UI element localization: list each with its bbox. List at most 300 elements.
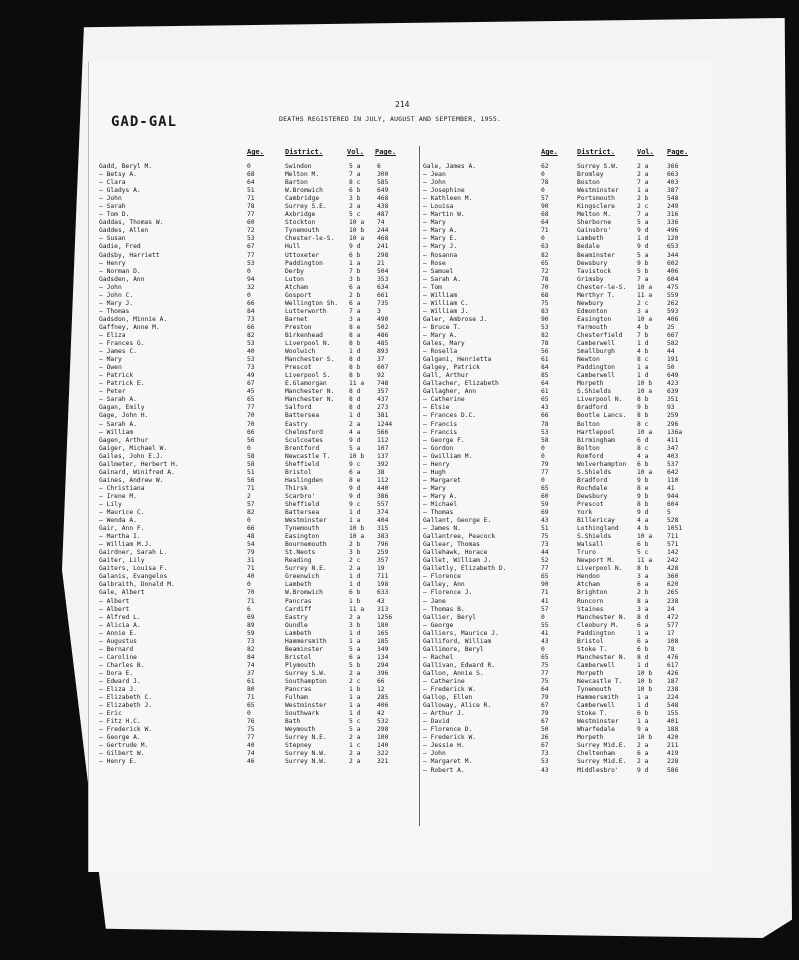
entry-volume: 1 d [349,573,361,581]
entry-page: 344 [667,251,679,259]
register-entry [423,501,707,509]
entry-name: — Thomas [423,509,454,517]
register-entry [423,348,707,356]
entry-district: Surrey N.E. [285,734,327,742]
entry-name: Gadsby, Harriett [99,251,160,259]
left-vol-header: Vol. [347,148,364,156]
register-entry [423,565,707,573]
entry-volume: 8 c [349,179,361,187]
entry-district: Gosport [285,291,312,299]
page-number: 214 [395,100,410,109]
register-entry [99,388,417,396]
entry-page: 604 [667,275,679,283]
entry-volume: 8 a [637,597,649,605]
entry-page: 300 [377,171,389,179]
entry-name: Gallehawk, Horace [423,549,488,557]
register-entry [423,324,707,332]
entry-name: — David [423,718,450,726]
entry-page: 559 [667,291,679,299]
entry-volume: 2 a [637,742,649,750]
entry-name: — Catherine [423,396,465,404]
entry-age: 77 [247,211,255,219]
register-entry [99,203,417,211]
entry-volume: 4 b [637,525,649,533]
entry-district: Liverpool N. [577,396,623,404]
entry-age: 73 [541,750,549,758]
entry-name: — Margaret M. [423,758,473,766]
entry-district: Camberwell [577,372,615,380]
entry-name: — Thomas [99,307,130,315]
entry-name: — William [99,428,134,436]
entry-district: Bedale [577,243,600,251]
entry-name: — Bruce T. [423,323,461,331]
entry-name: — Jane [423,597,446,605]
entry-name: — John C. [99,291,134,299]
entry-volume: 8 d [349,388,361,396]
entry-name: Gage, John H. [99,412,149,420]
entry-district: Lutterworth [285,307,327,315]
entry-age: 78 [247,203,255,211]
register-entry [423,694,707,702]
entry-age: 77 [247,734,255,742]
entry-name: — Martin W. [423,211,465,219]
entry-page: 428 [667,565,679,573]
right-page-header: Page. [667,148,689,156]
entry-district: Cambridge [285,195,320,203]
entry-page: 496 [667,227,679,235]
register-entry [99,678,417,686]
register-entry [423,710,707,718]
entry-volume: 6 d [637,436,649,444]
entry-volume: 6 b [637,710,649,718]
entry-volume: 10 b [637,678,653,685]
entry-district: St.Neots [285,549,316,557]
entry-volume: 10 b [637,686,653,694]
entry-district: Morpeth [577,669,604,677]
entry-page: 639 [667,388,679,396]
entry-name: Gale, Albert [99,589,145,597]
entry-page: 142 [667,549,679,557]
entry-page: 110 [667,476,679,484]
entry-age: 67 [247,380,255,388]
entry-age: 90 [541,581,549,589]
entry-age: 0 [541,476,545,484]
entry-age: 0 [541,171,545,179]
entry-name: — Elizabeth C. [99,694,153,702]
register-entry [99,276,417,284]
entry-volume: 2 c [637,203,649,211]
entry-volume: 1 d [349,412,361,420]
entry-page: 406 [377,702,389,710]
entry-page: 12 [377,686,385,694]
entry-district: Staines [577,605,604,613]
entry-page: 265 [667,589,679,597]
entry-volume: 11 a [637,291,653,299]
register-entry [99,324,417,332]
entry-district: S.Shields [577,533,612,541]
entry-district: Dewsbury [577,492,608,500]
entry-page: 403 [667,452,679,460]
register-entry [423,356,707,364]
entry-district: Runcorn [577,597,604,605]
register-entry [99,469,417,477]
entry-age: 65 [247,702,255,710]
entry-district: Liverpool N. [577,565,623,573]
register-entry [423,598,707,606]
entry-district: Merthyr T. [577,291,615,299]
entry-age: 74 [247,750,255,758]
entry-name: — Charles B. [99,661,145,669]
entry-age: 73 [247,637,255,645]
entry-name: — Francis [423,428,458,436]
entry-page: 5 [667,509,671,517]
entry-district: Derby [285,267,304,275]
entry-age: 79 [247,549,255,557]
entry-page: 259 [667,412,679,420]
entry-district: Stoke T. [577,645,608,653]
entry-age: 82 [247,331,255,339]
entry-district: Liverpool S. [285,372,331,380]
entry-name: Galgey, Patrick [423,364,480,372]
entry-volume: 9 b [637,259,649,267]
entry-name: Gailes, John E.J. [99,452,164,460]
entry-district: Westminster [577,187,619,195]
entry-age: 62 [541,163,549,170]
entry-district: Paddington [285,259,323,267]
entry-page: 617 [667,661,679,669]
register-entry [99,332,417,340]
entry-name: — Albert [99,605,130,613]
register-entry [423,268,707,276]
entry-district: Bolton [577,420,600,428]
entry-page: 468 [377,195,389,203]
register-entry [99,260,417,268]
entry-district: Manchester N. [285,388,335,396]
entry-district: Truro [577,549,596,557]
entry-name: — Louisa [423,203,454,211]
entry-volume: 6 b [349,187,361,195]
entry-page: 238 [667,597,679,605]
entry-volume: 9 d [637,766,649,774]
register-entry [423,517,707,525]
register-entry [99,630,417,638]
entry-name: Gadd, Beryl M. [99,163,153,170]
register-entry [99,509,417,517]
entry-page: 137 [377,452,389,460]
entry-page: 224 [667,694,679,702]
entry-name: — Sarah A. [99,420,137,428]
entry-age: 0 [247,444,251,452]
entry-page: 667 [667,331,679,339]
entry-district: Greenwich [285,573,320,581]
entry-age: 66 [247,299,255,307]
register-entry [423,260,707,268]
entry-name: — Frederick W. [99,726,153,734]
entry-page: 401 [667,718,679,726]
register-entry [99,533,417,541]
entry-age: 68 [541,211,549,219]
entry-district: York [577,509,593,517]
entry-page: 42 [377,710,385,718]
entry-name: — Henry [423,460,450,468]
entry-district: Scarbro' [285,492,316,500]
entry-name: — Tom D. [99,211,130,219]
register-entry [423,429,707,437]
entry-name: — Arthur J. [423,710,465,718]
entry-district: Preston [285,323,312,331]
register-entry [99,211,417,219]
right-district-header: District. [577,148,615,156]
entry-district: Tynemouth [285,525,320,533]
entry-name: Gallacher, Elizabeth [423,380,499,388]
entry-district: Walsall [577,541,604,549]
entry-district: Beaminster [285,645,323,653]
entry-district: Kingsclere [577,203,615,211]
entry-page: 528 [667,517,679,525]
entry-district: Bolton [577,444,600,452]
entry-district: E.Glamorgan [285,380,327,388]
entry-volume: 8 b [349,340,361,348]
entry-district: Melton M. [577,211,612,219]
entry-volume: 1 a [349,702,361,710]
entry-district: Chester-le-S. [577,283,627,291]
entry-page: 134 [377,653,389,661]
entry-age: 57 [541,605,549,613]
register-entry [99,525,417,533]
register-entry [423,686,707,694]
register-entry [423,445,707,453]
register-entry [99,485,417,493]
entry-page: 41 [667,484,675,492]
entry-volume: 3 a [637,573,649,581]
entry-age: 79 [541,694,549,702]
register-entry [99,622,417,630]
entry-name: — Irene M. [99,492,137,500]
entry-name: Gallimore, Beryl [423,645,484,653]
entry-district: Cleobury M. [577,621,619,629]
register-entry [99,581,417,589]
register-entry [99,750,417,758]
entry-page: 475 [667,283,679,291]
entry-age: 71 [247,195,255,203]
entry-volume: 9 d [349,484,361,492]
entry-district: Surrey N.W. [285,750,327,758]
entry-age: 61 [541,356,549,364]
entry-volume: 10 a [637,533,653,541]
entry-volume: 6 a [637,637,649,645]
entry-name: — Mary A. [423,227,458,235]
entry-age: 71 [247,694,255,702]
entry-district: Uttoxeter [285,251,320,259]
entry-district: Oundle [285,621,308,629]
entry-name: — Alicia A. [99,621,141,629]
entry-page: 490 [377,315,389,323]
entry-district: Bath [285,718,301,726]
entry-page: 419 [667,750,679,758]
register-entry [423,396,707,404]
entry-page: 273 [377,404,389,412]
entry-volume: 5 a [349,163,361,170]
entry-volume: 5 c [637,549,649,557]
entry-name: — Florence [423,573,461,581]
entry-volume: 4 b [637,348,649,356]
register-entry [423,646,707,654]
entry-district: Sheffield [285,460,320,468]
entry-volume: 2 a [349,758,361,766]
entry-age: 64 [541,219,549,227]
entry-name: Gallant, George E. [423,517,492,525]
entry-page: 322 [377,750,389,758]
entry-volume: 9 b [637,492,649,500]
entry-volume: 8 a [349,331,361,339]
entry-age: 0 [541,187,545,195]
entry-page: 633 [377,589,389,597]
register-entry [99,461,417,469]
entry-district: Morpeth [577,734,604,742]
entry-name: Galletly, Elizabeth D. [423,565,507,573]
entry-age: 59 [541,500,549,508]
entry-page: 485 [377,340,389,348]
register-entry [423,227,707,235]
entry-volume: 2 c [349,557,361,565]
entry-name: — Mary J. [423,243,458,251]
entry-age: 51 [541,525,549,533]
entry-district: Middlesbro' [577,766,619,774]
register-entry [423,726,707,734]
entry-age: 77 [247,251,255,259]
entry-volume: 5 b [637,267,649,275]
entry-volume: 6 b [349,251,361,259]
entry-page: 586 [667,766,679,774]
register-entry [99,171,417,179]
register-entry [99,734,417,742]
entry-district: Camberwell [577,661,615,669]
entry-page: 557 [377,500,389,508]
entry-age: 71 [247,565,255,573]
entry-page: 315 [377,525,389,533]
entry-page: 406 [667,315,679,323]
entry-name: Gallear, Thomas [423,541,480,549]
entry-age: 0 [541,452,545,460]
entry-district: Camberwell [577,702,615,710]
entry-district: Battersea [285,509,320,517]
entry-page: 347 [667,444,679,452]
entry-page: 244 [377,227,389,235]
entry-age: 31 [247,557,255,565]
register-entry [423,541,707,549]
entry-name: — Florence J. [423,589,473,597]
entry-district: Fulham [285,694,308,702]
entry-age: 82 [541,331,549,339]
entry-district: Bristol [577,637,604,645]
entry-name: — Gilbert W. [99,750,145,758]
entry-volume: 7 b [349,267,361,275]
entry-name: — Mary [423,484,446,492]
entry-name: — John [423,750,446,758]
entry-district: Hendon [577,573,600,581]
entry-age: 56 [541,348,549,356]
entry-page: 386 [377,492,389,500]
right-vol-header: Vol. [637,148,654,156]
right-age-header: Age. [541,148,558,156]
entry-page: 487 [377,211,389,219]
entry-page: 136a [667,428,683,436]
entry-age: 65 [541,573,549,581]
entry-age: 58 [247,460,255,468]
entry-page: 383 [377,533,389,541]
entry-age: 76 [247,718,255,726]
entry-district: Southampton [285,678,327,685]
register-entry [423,606,707,614]
entry-district: Chesterfield [577,331,623,339]
entry-name: Gaffney, Anne M. [99,323,160,331]
register-entry [423,171,707,179]
entry-age: 61 [247,678,255,685]
entry-page: 548 [667,702,679,710]
entry-name: — Elizabeth J. [99,702,153,710]
register-entry [423,404,707,412]
entry-age: 48 [247,533,255,541]
entry-age: 72 [541,267,549,275]
entry-name: — Robert A. [423,766,465,774]
right-column-entries [423,163,707,775]
entry-volume: 8 b [349,372,361,380]
entry-volume: 1 d [637,372,649,380]
entry-name: — Francis [423,420,458,428]
entry-age: 0 [247,517,251,525]
entry-district: Bristol [285,653,312,661]
page-title: DEATHS REGISTERED IN JULY, AUGUST AND SEPTEMBER, 1955. [279,115,502,123]
entry-age: 53 [247,235,255,243]
entry-name: — Wenda A. [99,517,137,525]
entry-name: Gadsden, Ann [99,275,145,283]
entry-page: 259 [377,549,389,557]
entry-page: 185 [377,637,389,645]
register-entry [99,284,417,292]
entry-district: Newcastle T. [285,452,331,460]
entry-volume: 3 b [349,275,361,283]
entry-volume: 1 a [349,259,361,267]
register-entry [99,501,417,509]
entry-page: 602 [667,259,679,267]
entry-volume: 5 a [349,645,361,653]
register-entry [423,702,707,710]
entry-name: — George [423,621,454,629]
register-entry [423,437,707,445]
entry-district: W.Bromwich [285,589,323,597]
entry-district: S.Shields [577,468,612,476]
entry-name: — Eric [99,710,122,718]
entry-volume: 7 a [349,307,361,315]
register-entry [423,252,707,260]
entry-page: 241 [377,243,389,251]
entry-page: 140 [377,742,389,750]
entry-page: 634 [377,283,389,291]
entry-district: Surrey Mid.E. [577,742,627,750]
entry-age: 51 [247,187,255,195]
register-entry [423,622,707,630]
entry-page: 198 [377,581,389,589]
entry-page: 296 [667,420,679,428]
entry-volume: 5 a [349,726,361,734]
register-entry [423,284,707,292]
register-entry [99,163,417,171]
entry-page: 472 [667,613,679,621]
entry-volume: 9 a [637,726,649,734]
entry-volume: 3 a [349,315,361,323]
entry-name: — George A. [99,734,141,742]
entry-district: Wharfedale [577,726,615,734]
